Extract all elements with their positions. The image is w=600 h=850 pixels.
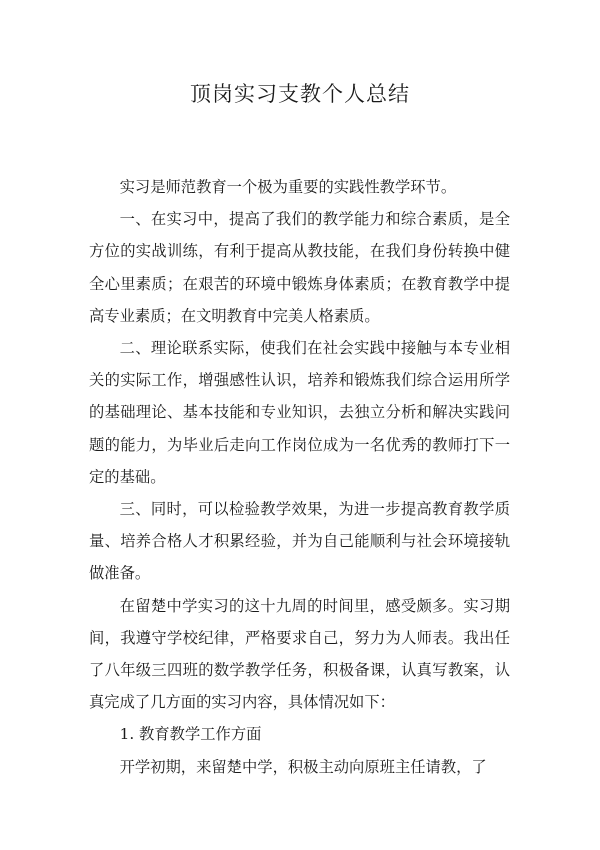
paragraph-point-two: 二、理论联系实际，使我们在社会实践中接触与本专业相关的实际工作，增强感性认识，培养和锻炼我们综合运用所学的基础理论、基本技能和专业知识，去独立分析和解决实践问题的能力，为毕业后走向工作岗位成为一名优秀的教师打下一定的基础。 bbox=[89, 339, 510, 486]
paragraph-experience: 在留楚中学实习的这十九周的时间里，感受颇多。实习期间，我遵守学校纪律，严格要求自己，努力为人师表。我出任了八年级三四班的数学教学任务，积极备课，认真写教案，认真完成了几方面的实习内容，具体情况如下： bbox=[89, 596, 510, 712]
section-heading-teaching: 1. 教育教学工作方面 bbox=[119, 725, 262, 744]
paragraph-point-three: 三、同时，可以检验教学效果，为进一步提高教育教学质量、培养合格人才积累经验，并为自己能顺利与社会环境接轨做准备。 bbox=[89, 500, 510, 583]
document-body bbox=[89, 171, 510, 783]
paragraph-intro: 实习是师范教育一个极为重要的实践性教学环节。 bbox=[119, 178, 457, 196]
paragraph-teaching-start: 开学初期，来留楚中学，积极主动向原班主任请教，了 bbox=[119, 757, 487, 776]
paragraph-point-one: 一、在实习中，提高了我们的教学能力和综合素质，是全方位的实战训练，有利于提高从教技能，在我们身份转换中健全心里素质；在艰苦的环境中锻炼身体素质；在教育教学中提高专业素质；在文明教育中完美人格素质。 bbox=[89, 210, 510, 325]
document-title: 顶岗实习支教个人总结 bbox=[190, 82, 410, 106]
